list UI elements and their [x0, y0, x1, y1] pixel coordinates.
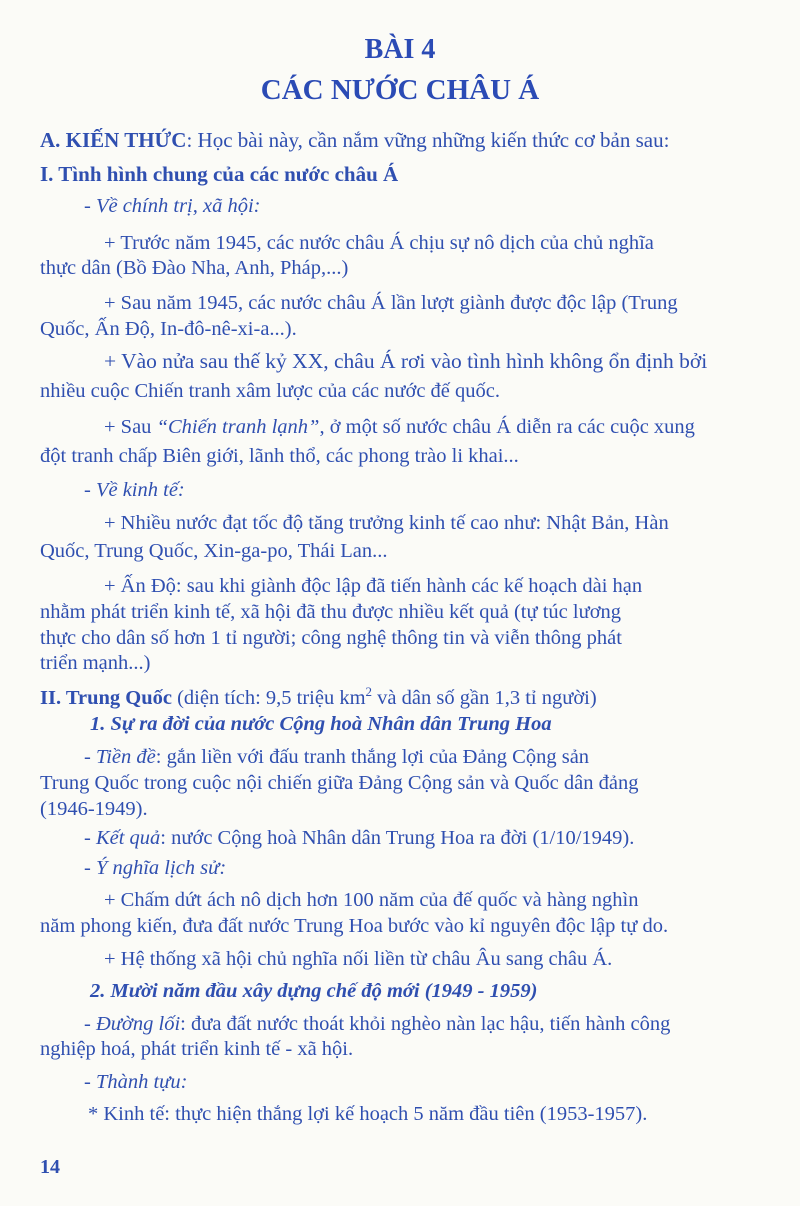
achievements-label: - Thành tựu: [84, 1071, 188, 1093]
lesson-title: CÁC NƯỚC CHÂU Á [260, 74, 540, 106]
economy-label: - Về kinh tế: [84, 479, 185, 501]
result-text: : nước Cộng hoà Nhân dân Trung Hoa ra đời (1/10/1949). [160, 827, 635, 849]
meaning-label: - Ý nghĩa lịch sử: [84, 857, 227, 879]
p4-rest: , ở một số nước châu Á diễn ra các cuộc xung [319, 416, 695, 438]
politics-p1-l1: + Trước năm 1945, các nước châu Á chịu sự nô dịch của chủ nghĩa [104, 232, 654, 254]
premise-label: - Tiền đề [84, 746, 156, 768]
part1-heading: I. Tình hình chung của các nước châu Á [40, 162, 399, 186]
part2-sub2: 2. Mười năm đầu xây dựng chế độ mới (1949 - 1959) [90, 980, 538, 1002]
politics-p3-l2: nhiều cuộc Chiến tranh xâm lược của các nước đế quốc. [40, 380, 500, 402]
part2-info2: và dân số gần 1,3 tỉ người) [372, 686, 597, 709]
premise-l2: Trung Quốc trong cuộc nội chiến giữa Đảng Cộng sản và Quốc dân đảng [40, 772, 639, 794]
premise-text: : gắn liền với đấu tranh thắng lợi của Đảng Cộng sản [155, 746, 590, 768]
politics-p3-l1: + Vào nửa sau thế kỷ XX, châu Á rơi vào tình hình không ổn định bởi [104, 349, 708, 373]
economy-e2-l3: thực cho dân số hơn 1 tỉ người; công nghệ thông tin và viễn thông phát [40, 627, 622, 649]
page-number: 14 [40, 1156, 60, 1178]
part2-heading: II. Trung Quốc [40, 686, 172, 709]
economy-e1-l2: Quốc, Trung Quốc, Xin-ga-po, Thái Lan... [40, 540, 388, 562]
politics-p4-l2: đột tranh chấp Biên giới, lãnh thổ, các phong trào li khai... [40, 445, 519, 467]
policy-text: : đưa đất nước thoát khỏi nghèo nàn lạc hậu, tiến hành công [180, 1013, 671, 1035]
economy-e1-l1: + Nhiều nước đạt tốc độ tăng trưởng kinh tế cao như: Nhật Bản, Hàn [104, 512, 669, 534]
part2-info: (diện tích: 9,5 triệu km [171, 686, 366, 709]
result-line [84, 822, 634, 854]
politics-p2-l2: Quốc, Ấn Độ, In-đô-nê-xi-a...). [40, 318, 297, 340]
meaning-m1-l2: năm phong kiến, đưa đất nước Trung Hoa bước vào kỉ nguyên độc lập tự do. [40, 915, 669, 937]
section-a-label: A. KIẾN THỨC [40, 128, 187, 152]
p4-cold-war: “Chiến tranh lạnh” [156, 416, 320, 438]
part2-sup: 2 [365, 684, 373, 699]
politics-p2-l1: + Sau năm 1945, các nước châu Á lần lượt giành được độc lập (Trung [104, 292, 678, 314]
politics-p4-l1 [104, 411, 695, 443]
meaning-m1-l1: + Chấm dứt ách nô dịch hơn 100 năm của đế quốc và hàng nghìn [104, 889, 639, 911]
p4-prefix: + Sau [104, 416, 157, 438]
meaning-m2: + Hệ thống xã hội chủ nghĩa nối liền từ châu Âu sang châu Á. [104, 948, 613, 970]
part2-sub1: 1. Sự ra đời của nước Cộng hoà Nhân dân Trung Hoa [90, 713, 552, 735]
politics-label: - Về chính trị, xã hội: [84, 195, 261, 217]
premise-l3: (1946-1949). [40, 798, 148, 820]
lesson-number: BÀI 4 [364, 34, 436, 65]
policy-label: - Đường lối [84, 1013, 181, 1035]
economy-e2-l4: triển mạnh...) [40, 652, 151, 674]
achievement-1: * Kinh tế: thực hiện thắng lợi kế hoạch 5 năm đầu tiên (1953-1957). [88, 1103, 648, 1125]
economy-e2-l1: + Ấn Độ: sau khi giành độc lập đã tiến hành các kế hoạch dài hạn [104, 575, 643, 597]
section-a-intro: : Học bài này, cần nắm vững những kiến thức cơ bản sau: [186, 128, 670, 152]
policy-l2: nghiệp hoá, phát triển kinh tế - xã hội. [40, 1038, 354, 1060]
result-label: - Kết quả [84, 827, 161, 849]
politics-p1-l2: thực dân (Bồ Đào Nha, Anh, Pháp,...) [40, 257, 349, 279]
economy-e2-l2: nhằm phát triển kinh tế, xã hội đã thu được nhiều kết quả (tự túc lương [40, 601, 622, 623]
section-a-line [40, 124, 669, 156]
